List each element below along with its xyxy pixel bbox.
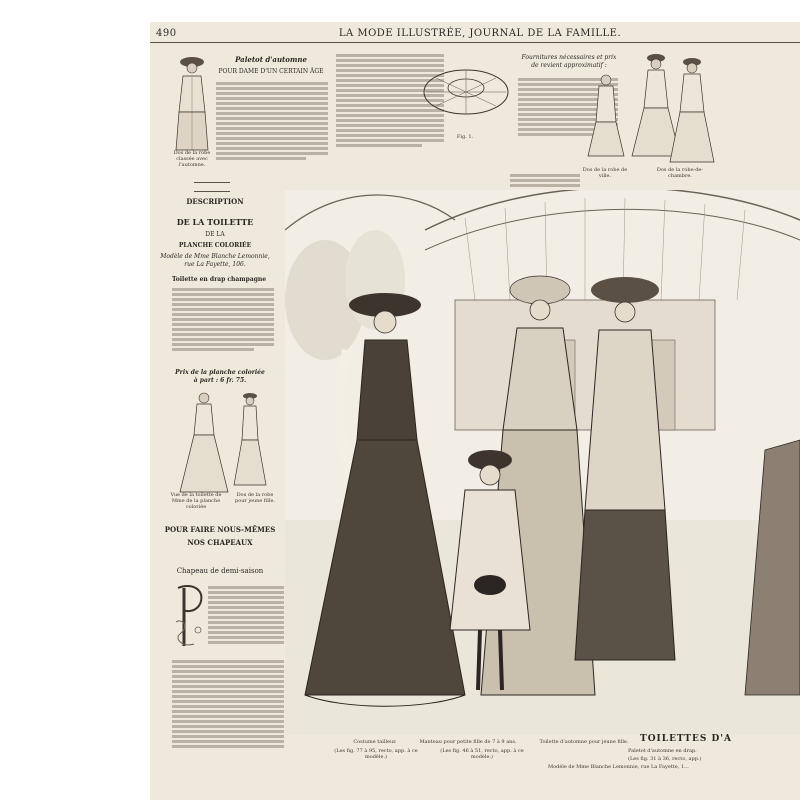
chapeau-title: Chapeau de demi-saison bbox=[176, 567, 264, 575]
dos-de-la-jupe-caption: Dos de la robe-de-chambre. bbox=[656, 167, 704, 179]
dos-caption-2: Dos de la robe pour jeune fille. bbox=[235, 492, 275, 504]
vue-caption: Vue de la toilette de Mme de la planche coloriée bbox=[170, 492, 222, 510]
refs-caption-1: (Les fig. 77 à 95, recto, app. à ce modèle.) bbox=[334, 748, 418, 760]
prix-line-2: à part : 6 fr. 75. bbox=[193, 377, 247, 384]
fournitures-line-1: Fournitures nécessaires et prix bbox=[521, 54, 617, 61]
refs-caption-2: (Les fig. 46 à 51, recto, app. à ce modèle.) bbox=[440, 748, 524, 760]
pour-faire-title-2: NOS CHAPEAUX bbox=[187, 538, 253, 547]
magazine-page bbox=[150, 22, 800, 800]
fashion-plate-illustration bbox=[285, 190, 800, 735]
ornament-divider bbox=[194, 182, 230, 192]
fig-label: Fig. 1. bbox=[456, 134, 474, 140]
paletot-figure-illustration bbox=[172, 52, 212, 152]
pour-faire-title-1: POUR FAIRE NOUS-MÊMES bbox=[164, 525, 276, 534]
description-body-text bbox=[172, 286, 274, 353]
dos-caption: Dos de la robe classée avec l'automne. bbox=[173, 150, 211, 168]
description-title: DESCRIPTION bbox=[186, 197, 244, 206]
toilette-line: Toilette en drap champagne bbox=[172, 276, 267, 283]
hat-frame-illustration bbox=[420, 52, 512, 130]
costume-caption: Costume tailleur. bbox=[353, 739, 397, 745]
recto-caption: (Les fig. 31 à 36, recto, app.) bbox=[628, 756, 702, 762]
prix-line-1: Prix de la planche coloriée bbox=[175, 369, 265, 376]
manteau-caption: Manteau pour petite fille de 7 à 9 ans. bbox=[419, 739, 517, 745]
description-title-3: DE LA bbox=[205, 231, 225, 238]
paletot-body-text bbox=[216, 80, 328, 162]
header-rule bbox=[150, 42, 800, 43]
journal-title: LA MODE ILLUSTRÉE, JOURNAL DE LA FAMILLE. bbox=[338, 28, 622, 39]
planche-coloriee-title: PLANCHE COLORIÉE bbox=[178, 242, 252, 249]
middle-lower-text bbox=[510, 172, 580, 189]
fournitures-line-2: de revient approximatif : bbox=[531, 62, 607, 69]
toilettes-title: TOILETTES D'A bbox=[640, 734, 733, 744]
description-title-2: DE LA TOILETTE bbox=[176, 217, 254, 227]
modele-line: Modèle de Mme Blanche Lemonnie, rue La Fayette, 106. bbox=[160, 253, 270, 268]
dos-de-la-robe-caption: Dos de la robe de ville. bbox=[582, 167, 628, 179]
ornamental-initial-p-icon bbox=[172, 582, 208, 652]
paletot-caption: Paletot d'automne en drap. bbox=[628, 748, 697, 754]
page-number: 490 bbox=[156, 28, 177, 39]
chapeau-body-text-a bbox=[208, 584, 284, 646]
chapeau-body-text-b bbox=[172, 658, 284, 750]
toilette-figures-illustration bbox=[172, 390, 282, 495]
modele-caption: Modèle de Mme Blanche Lemonnie, rue La Fayette, 1... bbox=[548, 764, 689, 770]
paletot-title: Paletot d'automne bbox=[235, 55, 307, 64]
paletot-subtitle: POUR DAME D'UN CERTAIN ÂGE bbox=[218, 68, 324, 75]
top-right-figures-illustration bbox=[582, 52, 800, 172]
toilette-visite-caption: Toilette d'automne pour jeune fille. bbox=[539, 739, 629, 745]
